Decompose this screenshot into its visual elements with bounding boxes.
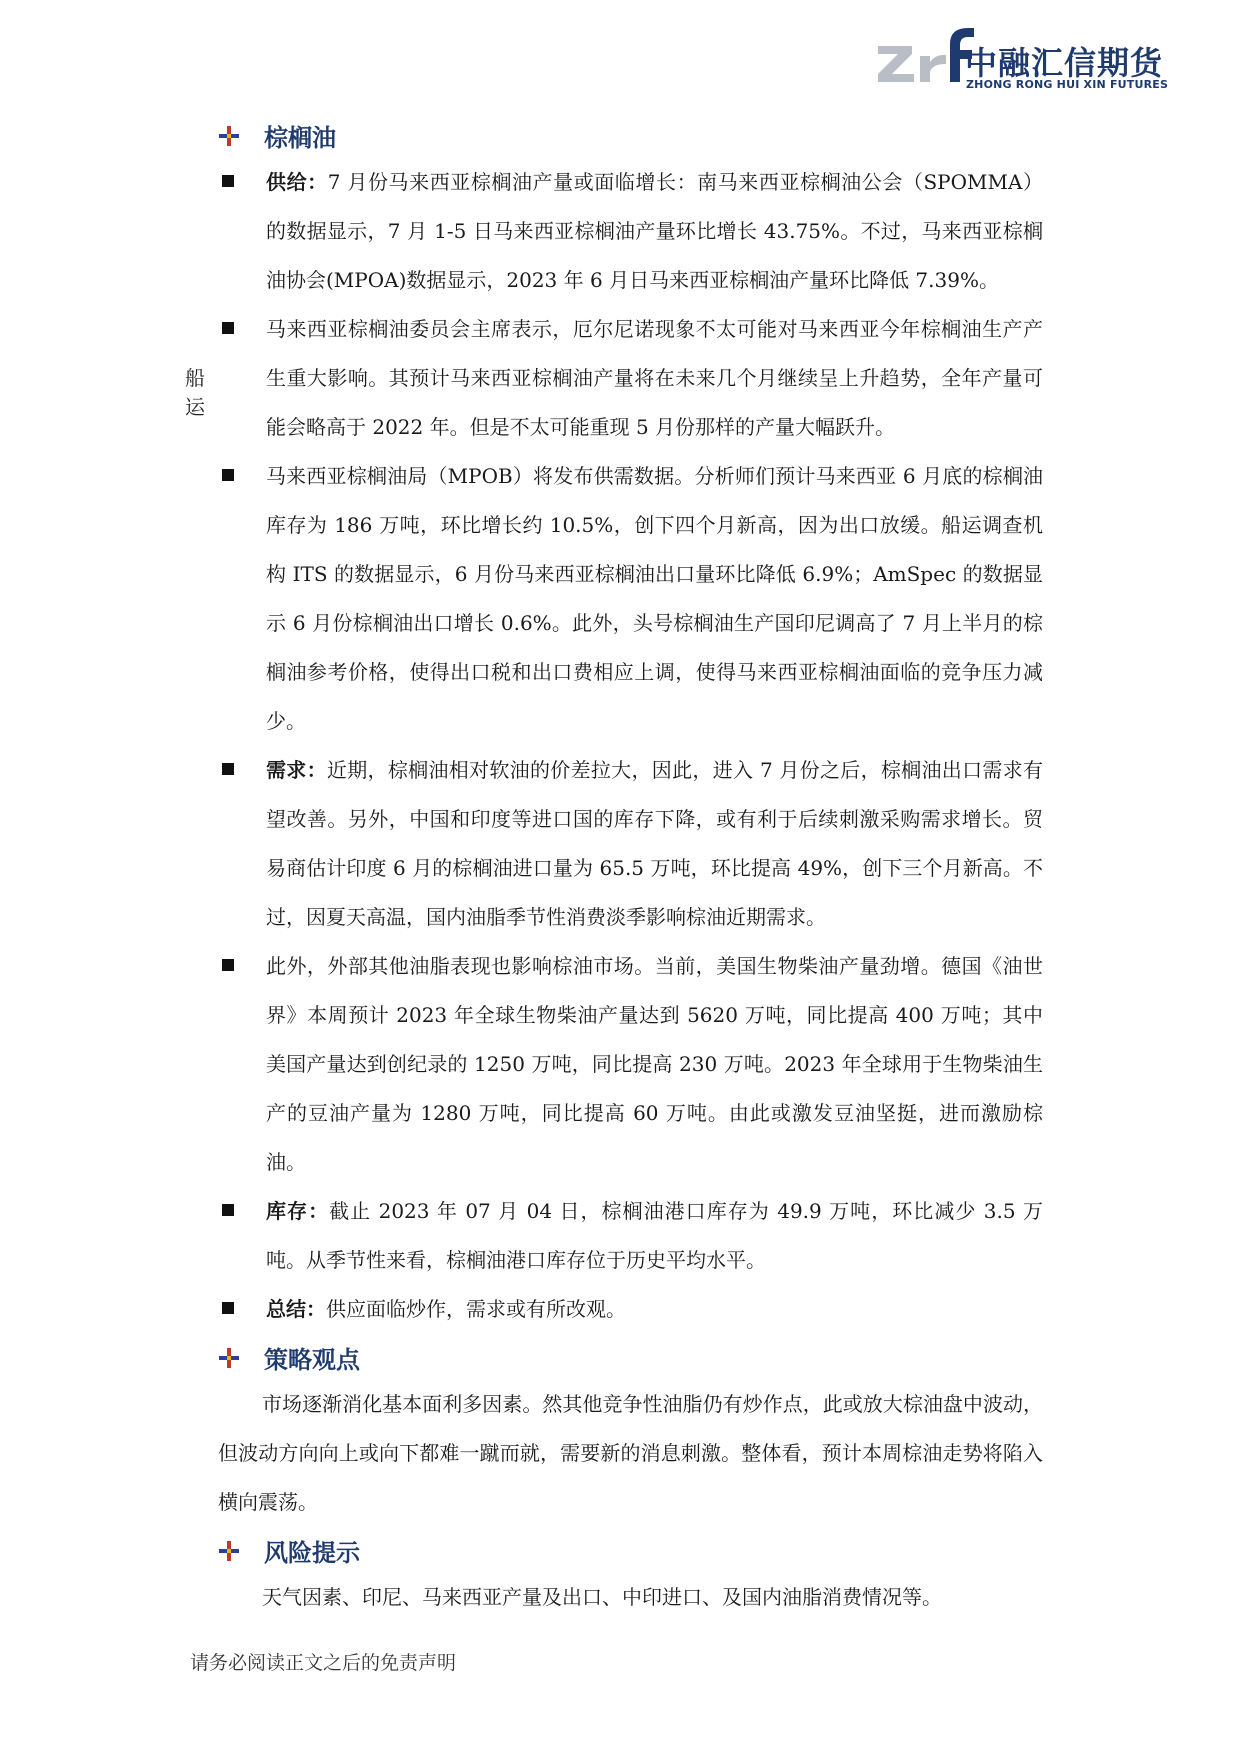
- bullet-text: 近期，棕榈油相对软油的价差拉大，因此，进入 7 月份之后，棕榈油出口需求有望改善。另外，中国和印度等进口国的库存下降，或有利于后续刺激采购需求增长。贸易商估计印度 6 月的棕榈油进口量为 65.5 万吨，环比提高 49%，创下三个月新高。不过，因夏天高温，国内油脂季节性消费淡季影响棕油近期需求。: [266, 758, 1043, 929]
- bullet-text: 马来西亚棕榈油委员会主席表示，厄尔尼诺现象不太可能对马来西亚今年棕榈油生产产生重大影响。其预计马来西亚棕榈油产量将在未来几个月继续呈上升趋势，全年产量可能会略高于 2022 年。但是不太可能重现 5 月份那样的产量大幅跃升。: [266, 317, 1043, 439]
- bullet-text: 供应面临炒作，需求或有所改观。: [326, 1297, 626, 1321]
- bullet-square-icon: [222, 322, 234, 334]
- section-heading-palm-oil: [218, 112, 1043, 158]
- document-body: [218, 112, 1043, 1622]
- bullet-square-icon: [222, 1302, 234, 1314]
- list-item: [218, 1187, 1043, 1285]
- list-item: [218, 942, 1043, 1187]
- disclaimer-notice: 请务必阅读正文之后的免责声明: [190, 1652, 457, 1674]
- bullet-square-icon: [222, 175, 234, 187]
- bullet-lead: 供给：: [266, 170, 328, 194]
- section-marker-icon: [218, 125, 240, 147]
- bullet-lead: 库存：: [266, 1199, 330, 1223]
- section-title: 风险提示: [264, 1539, 360, 1567]
- bullet-square-icon: [222, 469, 234, 481]
- bullet-text: 7 月份马来西亚棕榈油产量或面临增长：南马来西亚棕榈油公会（SPOMMA）的数据显示，7 月 1-5 日马来西亚棕榈油产量环比增长 43.75%。不过，马来西亚棕榈油协会(MPOA)数据显示，2023 年 6 月日马来西亚棕榈油产量环比降低 7.39%。: [266, 170, 1044, 292]
- logo-chinese-name: 中融汇信期货: [965, 44, 1164, 82]
- section-marker-icon: [218, 1347, 240, 1369]
- bullet-text: 截止 2023 年 07 月 04 日，棕榈油港口库存为 49.9 万吨，环比减少 3.5 万吨。从季节性来看，棕榈油港口库存位于历史平均水平。: [266, 1199, 1044, 1272]
- bullet-text: 此外，外部其他油脂表现也影响棕油市场。当前，美国生物柴油产量劲增。德国《油世界》本周预计 2023 年全球生物柴油产量达到 5620 万吨，同比提高 400 万吨；其中美国产量达到创纪录的 1250 万吨，同比提高 230 万吨。2023 年全球用于生物柴油生产的豆油产量为 1280 万吨，同比提高 60 万吨。由此或激发豆油坚挺，进而激励棕油。: [266, 954, 1043, 1174]
- bullet-lead: 总结：: [266, 1297, 326, 1321]
- section-title: 棕榈油: [264, 124, 336, 152]
- bullet-square-icon: [222, 763, 234, 775]
- list-item: [218, 452, 1043, 746]
- section-heading-strategy: [218, 1334, 1043, 1380]
- risk-paragraph: 天气因素、印尼、马来西亚产量及出口、中印进口、及国内油脂消费情况等。: [262, 1585, 942, 1609]
- side-label: 船运: [185, 366, 205, 419]
- bullet-text: 马来西亚棕榈油局（MPOB）将发布供需数据。分析师们预计马来西亚 6 月底的棕榈油库存为 186 万吨，环比增长约 10.5%，创下四个月新高，因为出口放缓。船运调查机构 ITS 的数据显示，6 月份马来西亚棕榈油出口量环比降低 6.9%；AmSpec 的数据显示 6 月份棕榈油出口增长 0.6%。此外，头号棕榈油生产国印尼调高了 7 月上半月的棕榈油参考价格，使得出口税和出口费相应上调，使得马来西亚棕榈油面临的竞争压力减少。: [266, 464, 1043, 733]
- section-marker-icon: [218, 1540, 240, 1562]
- bullet-square-icon: [222, 959, 234, 971]
- list-item: [218, 158, 1043, 305]
- bullet-lead: 需求：: [266, 758, 327, 782]
- section-title: 策略观点: [264, 1346, 360, 1374]
- list-item: [218, 1285, 1043, 1334]
- list-item: [218, 746, 1043, 942]
- bullet-square-icon: [222, 1204, 234, 1216]
- section-heading-risk: [218, 1527, 1043, 1573]
- strategy-paragraph: 市场逐渐消化基本面利多因素。然其他竞争性油脂仍有炒作点，此或放大棕油盘中波动，但波动方向向上或向下都难一蹴而就，需要新的消息刺激。整体看，预计本周棕油走势将陷入横向震荡。: [218, 1392, 1043, 1514]
- list-item: [218, 305, 1043, 452]
- logo-english-name: ZHONG RONG HUI XIN FUTURES: [966, 78, 1169, 91]
